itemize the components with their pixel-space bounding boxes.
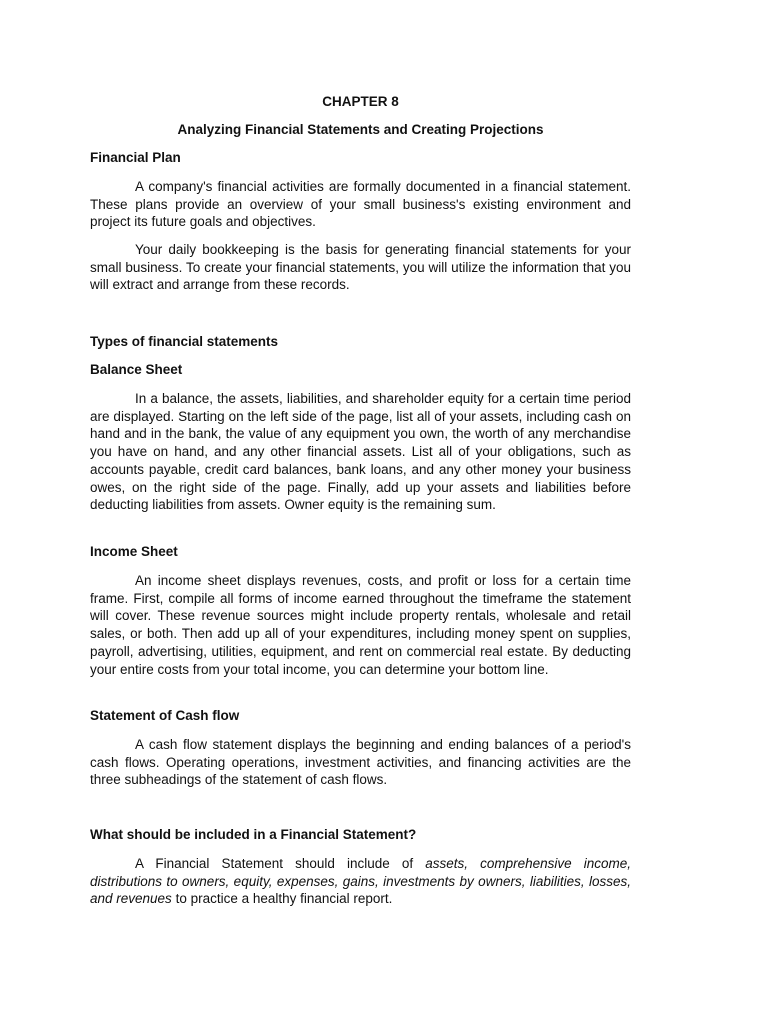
heading-income-sheet: Income Sheet	[90, 544, 178, 559]
paragraph-financial-plan-2: Your daily bookkeeping is the basis for generating financial statements for your small business. To create your financial statements, you will utilize the information that you will extract and arrange from these records.	[90, 242, 631, 293]
included-text-end: to practice a healthy financial report.	[171, 891, 393, 907]
heading-cash-flow: Statement of Cash flow	[90, 708, 240, 723]
paragraph-balance-sheet: In a balance, the assets, liabilities, and shareholder equity for a certain time period are displayed. Starting on the left side of the page, list all of your assets, including cash on hand and in the bank, the value of any equipment you own, the worth of any merchandise you have on hand, and any other financial assets. List all of your obligations, such as accounts payable, credit card balances, bank loans, and any other money your business owes, on the right side of the page. Finally, add up your assets and liabilities before deducting liabilities from assets. Owner equity is the remaining sum.	[90, 391, 631, 513]
heading-financial-plan: Financial Plan	[90, 150, 181, 165]
paragraph-cash-flow: A cash flow statement displays the beginning and ending balances of a period's cash flows. Operating operations, investment activities, and financing activities are the three subheadings of the statement of cash flows.	[90, 737, 631, 788]
included-text-italic: assets, comprehensive income, distributions to owners, equity, expenses, gains, investments by owners, liabilities, losses, and revenues	[90, 856, 631, 907]
included-text-start: A Financial Statement should include of	[135, 856, 426, 871]
heading-what-included: What should be included in a Financial Statement?	[90, 827, 417, 842]
document-page	[90, 0, 631, 1024]
paragraph-what-included	[90, 855, 631, 908]
chapter-label: CHAPTER 8	[322, 94, 399, 109]
paragraph-financial-plan-1: A company's financial activities are formally documented in a financial statement. These plans provide an overview of your small business's existing environment and project its future goals and objectives.	[90, 179, 631, 230]
heading-balance-sheet: Balance Sheet	[90, 362, 183, 377]
paragraph-income-sheet: An income sheet displays revenues, costs, and profit or loss for a certain time frame. First, compile all forms of income earned throughout the timeframe the statement will cover. These revenue sources might include property rentals, wholesale and retail sales, or both. Then add up all of your expenditures, including money spent on supplies, payroll, advertising, utilities, equipment, and rent on commercial real estate. By deducting your entire costs from your total income, you can determine your bottom line.	[90, 573, 631, 677]
chapter-title: Analyzing Financial Statements and Creating Projections	[177, 122, 544, 137]
heading-types-of-statements: Types of financial statements	[90, 334, 279, 349]
